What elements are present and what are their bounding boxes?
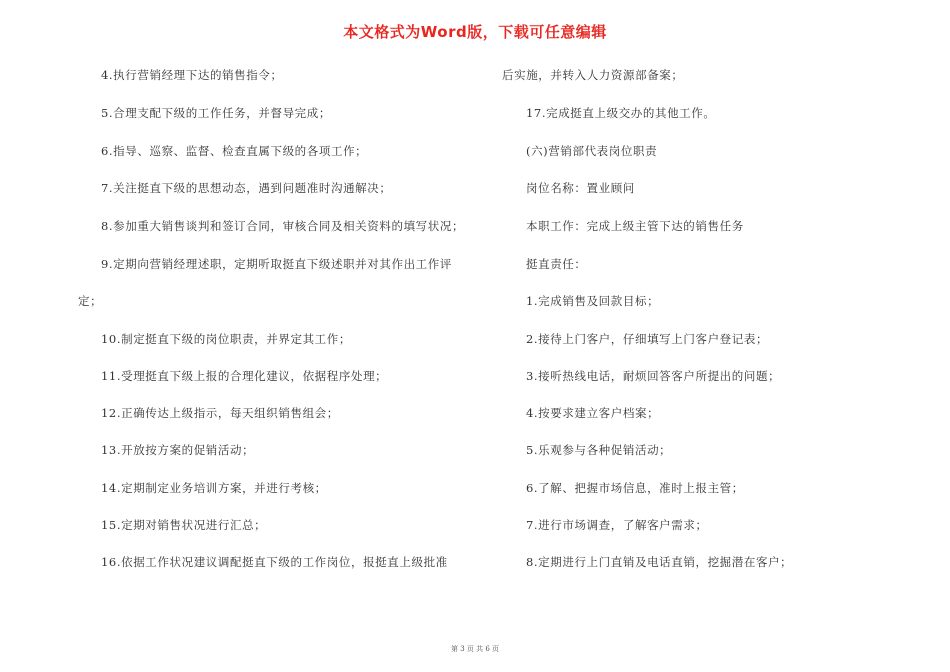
right-line-5: 本职工作：完成上级主管下达的销售任务 [526,219,744,233]
right-line-7: 1.完成销售及回款目标； [526,294,660,308]
left-line-1: 4.执行营销经理下达的销售指令； [101,68,283,82]
right-line-4: 岗位名称：置业顾问 [526,181,635,195]
left-line-12: 14.定期制定业务培训方案，并进行考核； [101,481,327,495]
right-line-11: 5.乐观参与各种促销活动； [526,443,672,457]
page-number: 第 3 页 共 6 页 [450,645,500,653]
left-line-9: 11.受理挺直下级上报的合理化建议，依据程序处理； [101,369,388,383]
left-line-3: 6.指导、巡察、监督、检查直属下级的各项工作； [101,144,368,158]
left-line-7: 定； [78,294,103,308]
document-banner: 本文格式为Word版，下载可任意编辑 [343,23,607,41]
right-line-3: (六)营销部代表岗位职责 [526,144,658,158]
left-line-4: 7.关注挺直下级的思想动态，遇到问题准时沟通解决； [101,181,392,195]
left-line-2: 5.合理支配下级的工作任务，并督导完成； [101,106,331,120]
left-line-8: 10.制定挺直下级的岗位职责，并界定其工作； [101,332,351,346]
right-line-6: 挺直责任： [526,257,587,271]
right-line-1: 后实施，并转入人力资源部备案； [502,68,684,82]
right-line-13: 7.进行市场调查，了解客户需求； [526,518,708,532]
left-line-11: 13.开放按方案的促销活动； [101,443,255,457]
right-line-8: 2.接待上门客户，仔细填写上门客户登记表； [526,332,769,346]
left-line-13: 15.定期对销售状况进行汇总； [101,518,267,532]
right-line-10: 4.按要求建立客户档案； [526,406,660,420]
right-line-12: 6.了解、把握市场信息，准时上报主管； [526,481,744,495]
left-line-6: 9.定期向营销经理述职，定期听取挺直下级述职并对其作出工作评 [101,257,452,271]
right-line-9: 3.接听热线电话，耐烦回答客户所提出的问题； [526,369,781,383]
right-line-14: 8.定期进行上门直销及电话直销，挖掘潜在客户； [526,555,793,569]
right-line-2: 17.完成挺直上级交办的其他工作。 [526,106,716,120]
left-line-5: 8.参加重大销售谈判和签订合同，审核合同及相关资料的填写状况； [101,219,465,233]
left-line-10: 12.正确传达上级指示，每天组织销售组会； [101,406,339,420]
left-line-14: 16.依据工作状况建议调配挺直下级的工作岗位，报挺直上级批准 [101,555,448,569]
